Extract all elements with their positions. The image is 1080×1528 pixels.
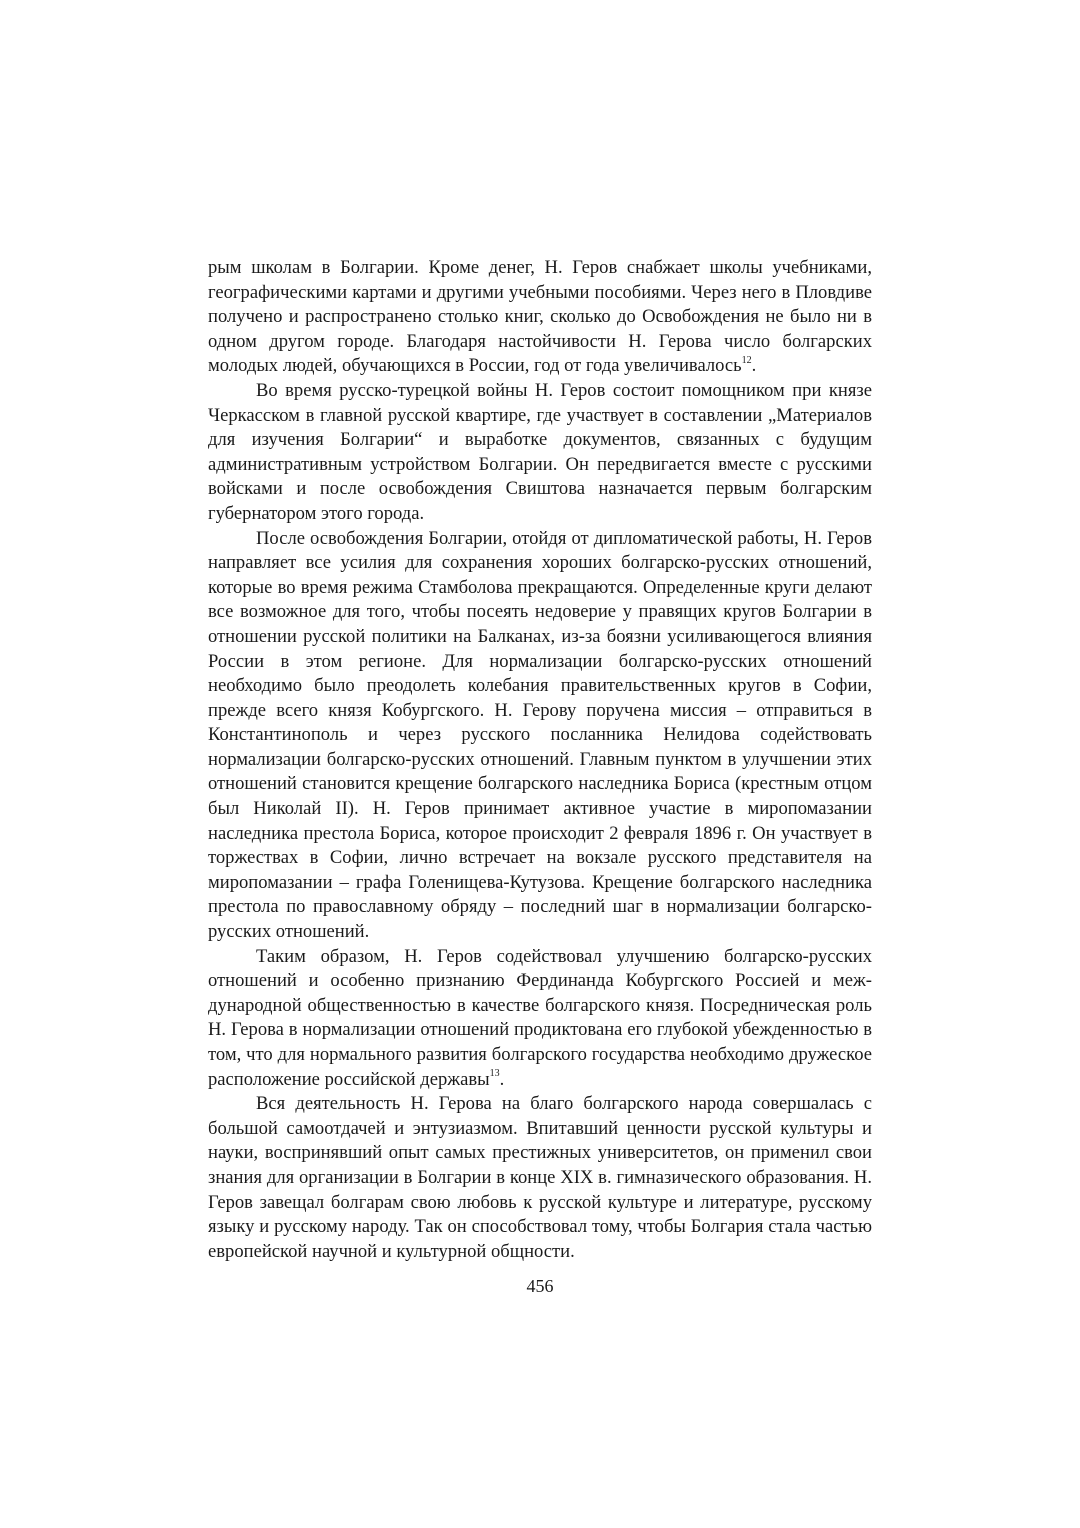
footnote-ref-13[interactable]: 13 [489, 1068, 500, 1080]
paragraph-4-tail: . [499, 1068, 505, 1090]
paragraph-3-text: После освобождения Болгарии, отойдя от дипломатической работы, Н. Геров направляет все усилия для сохранения хороших болгарско-русских отношений, которые во время режима Стамболова прекращаются. Определенные круги делают все возможное для того, чтобы посеять недоверие у правящих кругов Болгарии в отношении русской политики на Балканах, из-за боязни усиливающегося влияния России в этом регионе. Для нормализации болгарско-русских отношений необходимо было преодолеть колебания правительственных кругов в Софии, прежде всего князя Кобургского. Н. Герову поручена миссия – отправиться в Константинополь и через русского посланника Нелидова содействовать нормализации болгарско-русских отношений. Главным пунктом в улучшении этих отношений становится крещение болгарского наследника Бориса (крестным отцом был Николай II). Н. Геров принимает активное участие в миропомазании наследника престола Бориса, которое происходит 2 февраля 1896 г. Он участвует в торжествах в Софии, лично встречает на вокзале русского представителя на миропомазании – графа Голенищева-Кутузова. Крещение болгарского наследника престола по православному обряду – последний шаг в нормализации болгарско-русских отношений. [208, 527, 872, 943]
paragraph-1-text: рым школам в Болгарии. Кроме денег, Н. Геров снабжает школы учебниками, географическими картами и другими учебными пособиями. Через него в Пловдиве получено и распространено столько книг, сколько до Освобождения не было ни в одном другом городе. Благодаря настойчивости Н. Герова число болгарских молодых людей, обучающихся в России, год от года увеличивалось [208, 257, 872, 377]
paragraph-4 [208, 945, 872, 1093]
paragraph-2 [208, 379, 872, 527]
page-number: 456 [526, 1276, 554, 1296]
body-text [208, 256, 872, 1264]
paragraph-1-tail: . [751, 355, 757, 377]
paragraph-3 [208, 527, 872, 945]
paragraph-5 [208, 1092, 872, 1264]
paragraph-1 [208, 256, 872, 379]
footnote-ref-12[interactable]: 12 [741, 355, 752, 367]
paragraph-5-text: Вся деятельность Н. Герова на благо болгарского народа совершалась с большой самоотдачей и энтузиазмом. Впитавший ценности русской культуры и науки, воспринявший опыт самых престижных университетов, он применил свои знания для организации в Болгарии в конце XIX в. гимназического образования. Н. Геров завещал болгарам свою любовь к русской культуре и литературе, русскому языку и русскому народу. Так он способствовал тому, чтобы Болгария стала частью европейской научной и культурной общности. [208, 1093, 872, 1262]
paragraph-4-text: Таким образом, Н. Геров содействовал улучшению болгарско-русских отношений и особенно признанию Фердинанда Кобургского Россией и международной общественностью в качестве болгарского князя. Посредническая роль Н. Герова в нормализации отношений продиктована его глубокой убежденностью в том, что для нормального развития болгарского государства необходимо дружеское расположение российской державы [208, 945, 872, 1090]
paragraph-2-text: Во время русско-турецкой войны Н. Геров состоит помощником при князе Черкасском в главной русской квартире, где участвует в составлении „Материалов для изучения Болгарии“ и выработке документов, связанных с будущим административным устройством Болгарии. Он передвигается вместе с русскими войсками и после освобождения Свиштова назначается первым болгарским губернатором этого города. [208, 379, 872, 524]
